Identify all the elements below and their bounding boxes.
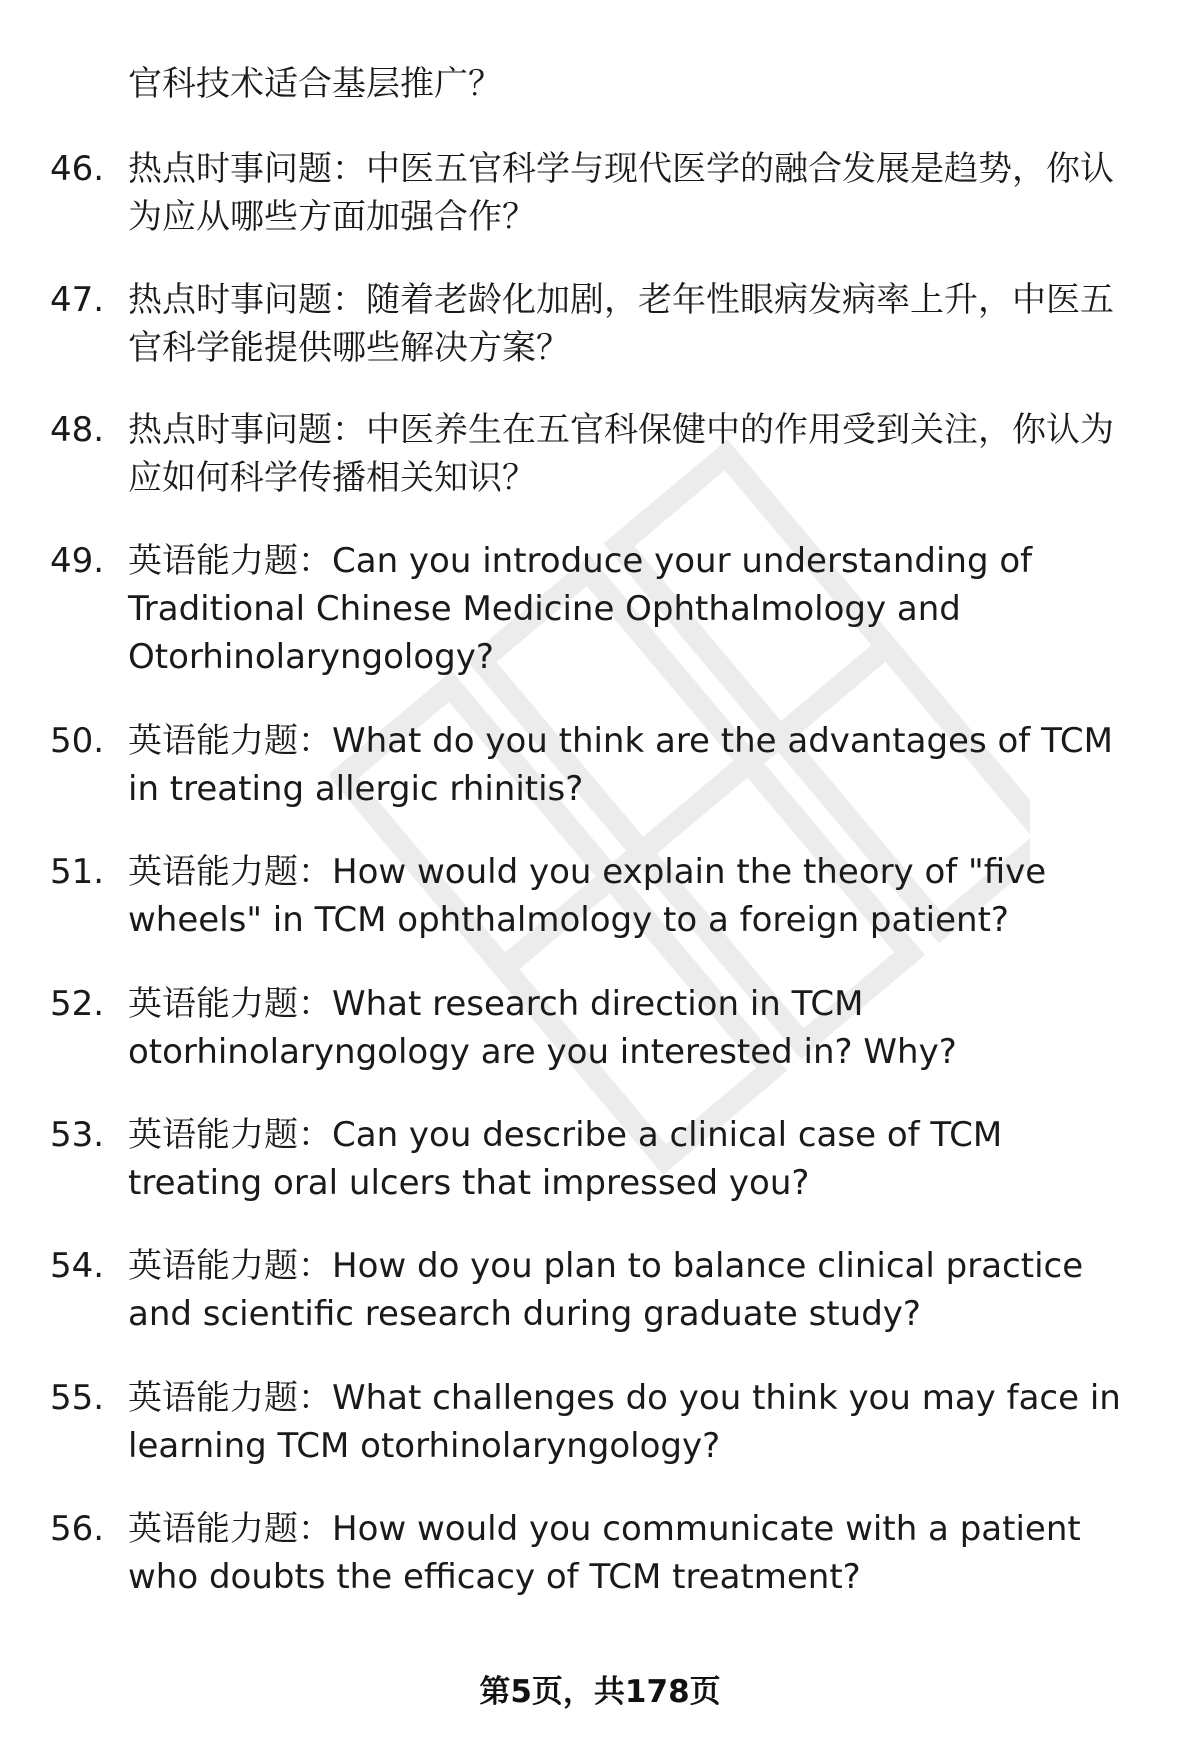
question-text: 英语能力题：What challenges do you think you may face in learning TCM otorhinolaryngology? (128, 1378, 1121, 1466)
question-text: 热点时事问题：中医养生在五官科保健中的作用受到关注，你认为应如何科学传播相关知识？ (128, 410, 1114, 498)
continued-question-text: 官科技术适合基层推广？ (128, 64, 502, 104)
question-number: 56. (50, 1509, 105, 1549)
question-text: 英语能力题：Can you introduce your understanding of Traditional Chinese Medicine Ophthalmology and Otorhinolaryngology? (128, 541, 1033, 677)
question-number: 52. (50, 984, 105, 1024)
question-text: 英语能力题：How would you explain the theory of "five wheels" in TCM ophthalmology to a foreign patient? (128, 852, 1047, 940)
question-text: 英语能力题：How would you communicate with a patient who doubts the efficacy of TCM treatment? (128, 1509, 1081, 1597)
page-number-footer: 第5页，共178页 (479, 1674, 721, 1710)
question-text: 英语能力题：Can you describe a clinical case of TCM treating oral ulcers that impressed you? (128, 1115, 1003, 1203)
question-text: 热点时事问题：随着老龄化加剧，老年性眼病发病率上升，中医五官科学能提供哪些解决方案？ (128, 280, 1114, 368)
question-text: 英语能力题：What research direction in TCM otorhinolaryngology are you interested in? Why? (128, 984, 957, 1072)
question-text: 英语能力题：How do you plan to balance clinical practice and scientific research during graduate study? (128, 1246, 1084, 1334)
question-number: 53. (50, 1115, 105, 1155)
question-number: 47. (50, 280, 105, 320)
question-number: 48. (50, 410, 105, 450)
question-number: 54. (50, 1246, 105, 1286)
question-number: 49. (50, 541, 105, 581)
question-number: 55. (50, 1378, 105, 1418)
question-text: 英语能力题：What do you think are the advantages of TCM in treating allergic rhinitis? (128, 721, 1113, 809)
question-text: 热点时事问题：中医五官科学与现代医学的融合发展是趋势，你认为应从哪些方面加强合作？ (128, 149, 1114, 237)
question-number: 50. (50, 721, 105, 761)
question-number: 46. (50, 149, 105, 189)
question-number: 51. (50, 852, 105, 892)
